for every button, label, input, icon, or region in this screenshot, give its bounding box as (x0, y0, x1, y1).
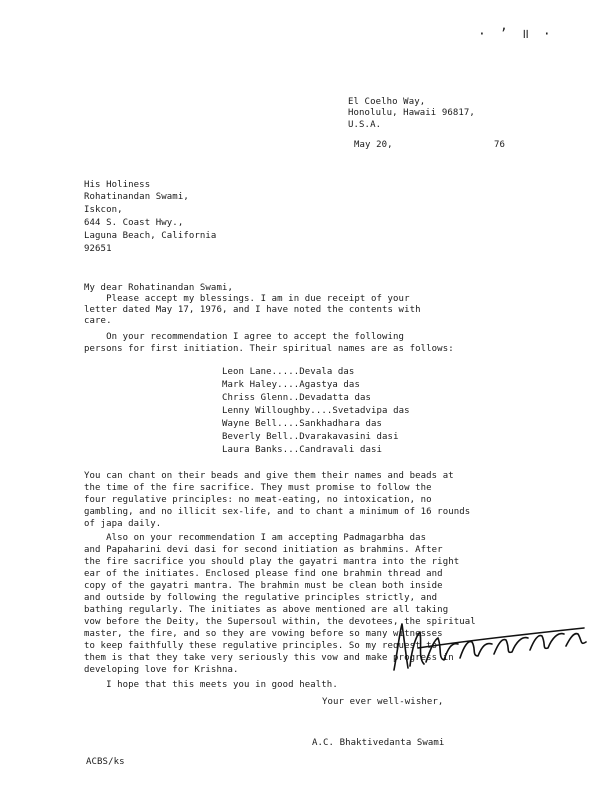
body-line: gambling, and no illicit sex-life, and to chant a minimum of 16 rounds (84, 507, 471, 517)
initiate-name: Wayne Bell....Sankhadhara das (222, 419, 383, 429)
initiate-name: Mark Haley....Agastya das (222, 380, 360, 390)
body-line: them is that they take very seriously this vow and make progress in (84, 653, 454, 663)
sender-address-line: U.S.A. (348, 120, 382, 130)
body-line: vow before the Deity, the Supersoul within, the devotees, the spiritual (84, 617, 476, 627)
body-line: Also on your recommendation I am accepting Padmagarbha das (84, 533, 427, 543)
body-line: of japa daily. (84, 519, 162, 529)
sender-address-line: Honolulu, Hawaii 96817, (348, 108, 475, 118)
body-line: and Papaharini devi dasi for second initiation as brahmins. After (84, 545, 443, 555)
body-line-closing-wish: I hope that this meets you in good health. (84, 680, 338, 690)
body-line: to keep faithfully these regulative principles. So my request to (84, 641, 438, 651)
initiate-name: Leon Lane.....Devala das (222, 367, 355, 377)
body-line: Please accept my blessings. I am in due receipt of your (84, 294, 410, 304)
sender-address-line: El Coelho Way, (348, 97, 426, 107)
body-line: letter dated May 17, 1976, and I have noted the contents with (84, 305, 421, 315)
initiate-name: Lenny Willoughby....Svetadvipa das (222, 406, 410, 416)
letter-year: 76 (494, 140, 506, 150)
recipient-line: 92651 (84, 244, 112, 254)
body-line: You can chant on their beads and give them their names and beads at (84, 471, 454, 481)
recipient-line: Laguna Beach, California (84, 231, 217, 241)
recipient-line: His Holiness (84, 180, 151, 190)
body-line: bathing regularly. The initiates as above mentioned are all taking (84, 605, 449, 615)
body-line: On your recommendation I agree to accept the following (84, 332, 405, 342)
signature-scribble (388, 618, 593, 676)
body-line: the fire sacrifice you should play the gayatri mantra into the right (84, 557, 460, 567)
signatory-name: A.C. Bhaktivedanta Swami (312, 738, 445, 748)
recipient-line: 644 S. Coast Hwy., (84, 218, 184, 228)
body-line: ear of the initiates. Enclosed please find one brahmin thread and (84, 569, 443, 579)
salutation: My dear Rohatinandan Swami, (84, 283, 233, 293)
initiate-name: Chriss Glenn..Devadatta das (222, 393, 371, 403)
footer-reference: ACBS/ks (86, 757, 125, 767)
corner-mark: · ʼ ॥ · (478, 27, 554, 42)
letter-date: May 20, (354, 140, 393, 150)
body-line: copy of the gayatri mantra. The brahmin must be clean both inside (84, 581, 443, 591)
body-line: the time of the fire sacrifice. They must promise to follow the (84, 483, 432, 493)
handwritten-signature (388, 618, 593, 676)
complimentary-close: Your ever well-wisher, (322, 697, 444, 707)
recipient-line: Iskcon, (84, 205, 123, 215)
body-line: persons for first initiation. Their spiritual names are as follows: (84, 344, 454, 354)
recipient-line: Rohatinandan Swami, (84, 192, 189, 202)
initiate-name: Laura Banks...Candravali dasi (222, 445, 383, 455)
body-line: developing love for Krishna. (84, 665, 239, 675)
initiate-name: Beverly Bell..Dvarakavasini dasi (222, 432, 399, 442)
body-line: care. (84, 316, 112, 326)
body-line: four regulative principles: no meat-eating, no intoxication, no (84, 495, 432, 505)
body-line: and outside by following the regulative principles strictly, and (84, 593, 438, 603)
body-line: master, the fire, and so they are vowing before so many witnesses (84, 629, 443, 639)
